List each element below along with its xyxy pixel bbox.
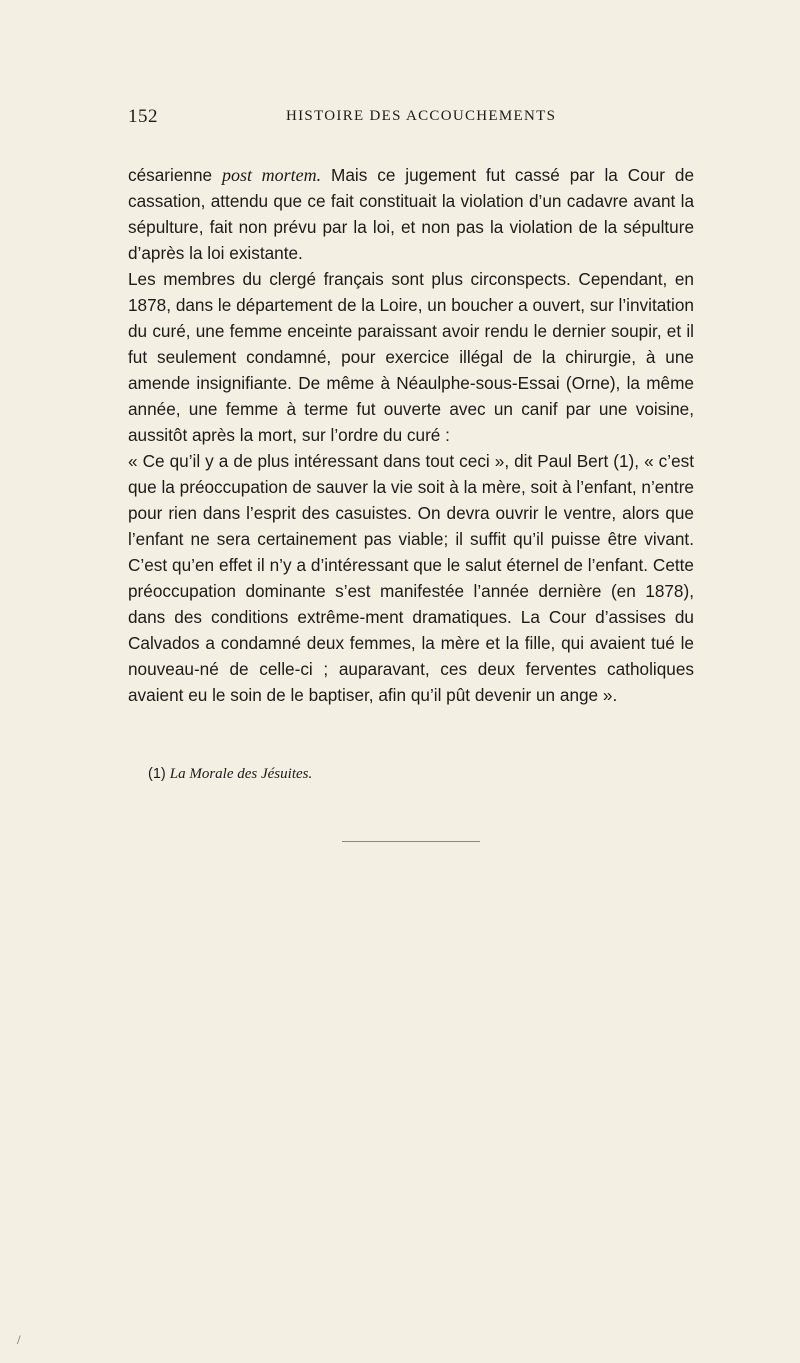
- text-segment: Les membres du clergé français sont plus circonspects. Cependant, en 1878, dans le département de la Loire, un boucher a ouvert, sur l’invitation du curé, une femme enceinte paraissant avoir rendu le dernier soupir, et il fut seulement condamné, pour exercice illégal de la chirurgie, à une amende insignifiante. De même à Néaulphe-sous-Essai (Orne), la même année, une femme à terme fut ouverte avec un canif par une voisine, aussitôt après la mort, sur l’ordre du curé :: [128, 269, 694, 445]
- paragraph: [128, 266, 694, 448]
- footnote: [148, 766, 312, 783]
- italic-latin-phrase: post mortem.: [222, 165, 322, 185]
- page-header: [128, 106, 690, 130]
- footer-rule: [342, 841, 480, 842]
- footnote-title: La Morale des Jésuites.: [169, 766, 313, 782]
- footnote-marker: (1): [148, 766, 170, 782]
- stray-pen-mark: /: [17, 1332, 21, 1347]
- paragraph: [128, 162, 694, 266]
- body-text: [128, 162, 694, 708]
- page-number: 152: [128, 106, 158, 127]
- text-segment: « Ce qu’il y a de plus intéressant dans tout ceci », dit Paul Bert (1), « c’est que la préoccupation de sauver la vie soit à la mère, soit à l’enfant, n’entre pour rien dans l’esprit des casuistes. On devra ouvrir le ventre, alors que l’enfant ne sera certainement pas viable; il suffit qu’il puisse être vivant. C’est qu’en effet il n’y a d’intéressant que le salut éternel de l’enfant. Cette préoccupation dominante s’est manifestée l’année dernière (en 1878), dans des conditions extrême-ment dramatiques. La Cour d’assises du Calvados a condamné deux femmes, la mère et la fille, qui avaient tué le nouveau-né de celle-ci ; auparavant, ces deux ferventes catholiques avaient eu le soin de le baptiser, afin qu’il pût devenir un ange ».: [128, 451, 694, 705]
- text-segment: Mais ce jugement fut cassé par la Cour de cassation, attendu que ce fait constituait la violation d’un cadavre avant la sépulture, fait non prévu par la loi, et non pas la violation de la sépulture d’après la loi existante.: [128, 165, 695, 263]
- paragraph-quotation: [128, 448, 694, 708]
- text-segment: césarienne: [128, 165, 222, 185]
- running-head: HISTOIRE DES ACCOUCHEMENTS: [286, 108, 557, 124]
